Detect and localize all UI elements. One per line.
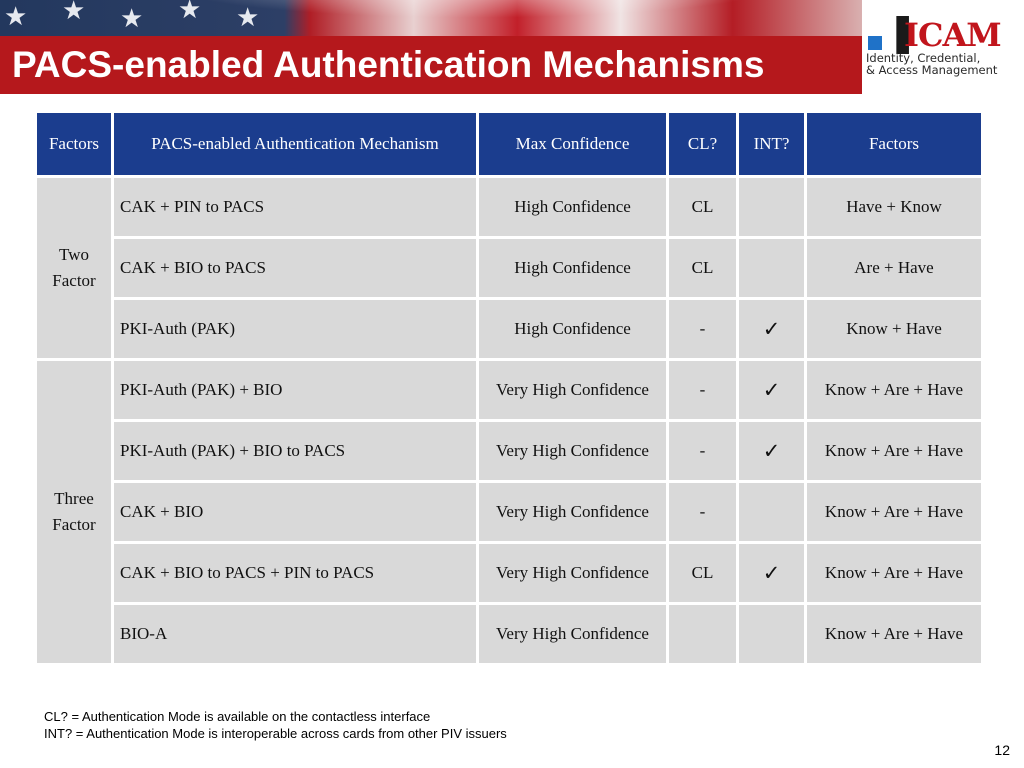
cell-int	[738, 238, 806, 299]
cell-int	[738, 360, 806, 421]
footnote-cl: CL? = Authentication Mode is available on the contactless interface	[44, 709, 431, 724]
cell-factors: Are + Have	[806, 238, 983, 299]
table-row	[36, 177, 983, 238]
cell-int	[738, 421, 806, 482]
logo-line2: & Access Management	[866, 63, 998, 77]
col-header-cl: CL?	[668, 112, 738, 177]
logo-brand: ICAM	[904, 16, 1001, 54]
table-row	[36, 482, 983, 543]
cell-mechanism: PKI-Auth (PAK)	[113, 299, 478, 360]
cell-confidence: High Confidence	[478, 238, 668, 299]
check-icon: ✓	[762, 561, 781, 585]
logo-line1: Identity, Credential,	[866, 51, 981, 65]
col-header-int: INT?	[738, 112, 806, 177]
cell-factors: Know + Are + Have	[806, 421, 983, 482]
cell-factors: Have + Know	[806, 177, 983, 238]
check-icon: ✓	[762, 378, 781, 402]
table-header-row	[36, 112, 983, 177]
cell-confidence: Very High Confidence	[478, 604, 668, 665]
table-row	[36, 299, 983, 360]
footnotes	[44, 708, 507, 742]
star-icon: ★	[120, 4, 144, 34]
cell-mechanism: CAK + PIN to PACS	[113, 177, 478, 238]
cell-cl: -	[668, 360, 738, 421]
cell-confidence: Very High Confidence	[478, 482, 668, 543]
cell-factors: Know + Are + Have	[806, 360, 983, 421]
star-icon: ★	[178, 0, 202, 25]
cell-mechanism: CAK + BIO to PACS + PIN to PACS	[113, 543, 478, 604]
col-header-max-confidence: Max Confidence	[478, 112, 668, 177]
logo-subtitle	[866, 52, 997, 76]
cell-factors: Know + Have	[806, 299, 983, 360]
cell-cl: CL	[668, 543, 738, 604]
cell-factors: Know + Are + Have	[806, 482, 983, 543]
check-icon: ✓	[762, 439, 781, 463]
cell-cl: -	[668, 482, 738, 543]
star-icon: ★	[62, 0, 86, 26]
cell-mechanism: PKI-Auth (PAK) + BIO to PACS	[113, 421, 478, 482]
cell-int	[738, 604, 806, 665]
cell-confidence: Very High Confidence	[478, 421, 668, 482]
table-row	[36, 543, 983, 604]
col-header-factors: Factors	[36, 112, 113, 177]
table-row	[36, 604, 983, 665]
cell-confidence: Very High Confidence	[478, 543, 668, 604]
cell-factors: Know + Are + Have	[806, 543, 983, 604]
cell-mechanism: PKI-Auth (PAK) + BIO	[113, 360, 478, 421]
cell-confidence: Very High Confidence	[478, 360, 668, 421]
cell-cl	[668, 604, 738, 665]
col-header-mechanism: PACS-enabled Authentication Mechanism	[113, 112, 478, 177]
group-three-factor: Three Factor	[36, 360, 113, 665]
cell-mechanism: CAK + BIO to PACS	[113, 238, 478, 299]
cell-int	[738, 482, 806, 543]
cell-int	[738, 299, 806, 360]
cell-int	[738, 177, 806, 238]
page-number: 12	[994, 742, 1010, 758]
table-row	[36, 238, 983, 299]
cell-confidence: High Confidence	[478, 299, 668, 360]
cell-cl: CL	[668, 238, 738, 299]
footnote-int: INT? = Authentication Mode is interoperable across cards from other PIV issuers	[44, 726, 507, 741]
flag-banner	[0, 0, 862, 36]
cell-int	[738, 543, 806, 604]
star-icon: ★	[4, 2, 28, 32]
icam-logo	[866, 16, 1018, 84]
page-title: PACS-enabled Authentication Mechanisms	[12, 44, 765, 85]
table-row	[36, 360, 983, 421]
check-icon: ✓	[762, 317, 781, 341]
cell-mechanism: CAK + BIO	[113, 482, 478, 543]
cell-cl: -	[668, 421, 738, 482]
cell-factors: Know + Are + Have	[806, 604, 983, 665]
cell-mechanism: BIO-A	[113, 604, 478, 665]
star-icon: ★	[236, 3, 260, 33]
auth-mechanisms-table	[34, 110, 984, 666]
cell-confidence: High Confidence	[478, 177, 668, 238]
group-two-factor: Two Factor	[36, 177, 113, 360]
logo-i-glyph: ▐	[884, 16, 909, 54]
col-header-factors-types: Factors	[806, 112, 983, 177]
cell-cl: -	[668, 299, 738, 360]
table-row	[36, 421, 983, 482]
cell-cl: CL	[668, 177, 738, 238]
